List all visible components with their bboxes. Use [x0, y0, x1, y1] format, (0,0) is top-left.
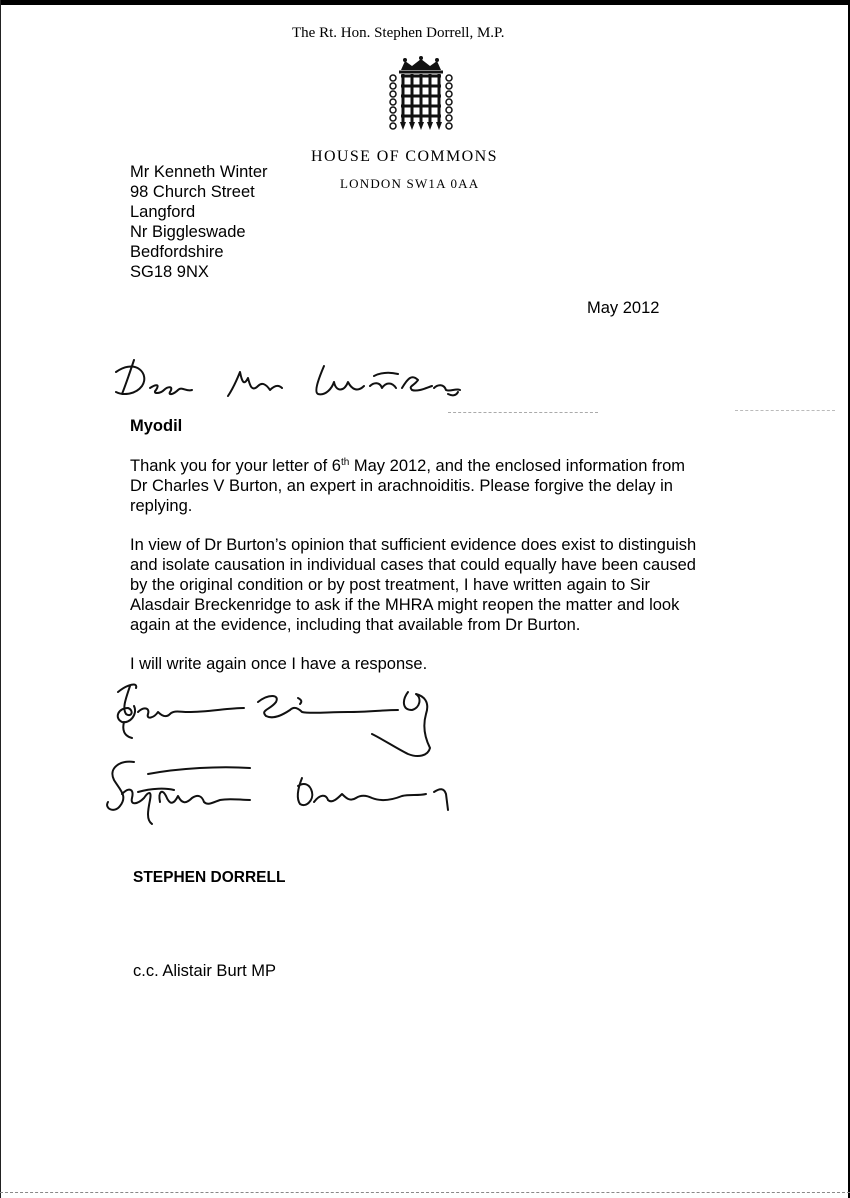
- body-line: and isolate causation in individual cases that could equally have been caused: [130, 556, 696, 574]
- body-line: In view of Dr Burton’s opinion that sufficient evidence does exist to distinguish: [130, 536, 697, 554]
- portcullis-icon: [387, 56, 455, 134]
- subject-line: Myodil: [130, 417, 183, 435]
- handwritten-closing: [108, 678, 448, 770]
- body-line: replying.: [130, 497, 193, 515]
- mp-name: The Rt. Hon. Stephen Dorrell, M.P.: [292, 25, 505, 41]
- handwritten-salutation: [112, 352, 477, 408]
- body-line: by the original condition or by post treatment, I have written again to Sir: [130, 576, 651, 594]
- body-line: again at the evidence, including that available from Dr Burton.: [130, 616, 581, 634]
- body-line: I will write again once I have a response.: [130, 655, 428, 673]
- body-paragraph-2: [130, 535, 750, 635]
- address-line: Langford: [130, 203, 196, 221]
- body-line: Alasdair Breckenridge to ask if the MHRA might reopen the matter and look: [130, 596, 680, 614]
- handwritten-signature: [100, 758, 480, 830]
- letter-date: May 2012: [587, 299, 660, 317]
- recipient-address: [130, 162, 268, 282]
- house-of-commons: HOUSE OF COMMONS: [311, 148, 498, 165]
- address-line: Nr Biggleswade: [130, 223, 246, 241]
- carbon-copy: c.c. Alistair Burt MP: [133, 962, 277, 980]
- body-line: [130, 456, 750, 476]
- address-line: 98 Church Street: [130, 183, 255, 201]
- body-paragraph-3: [130, 654, 750, 674]
- scan-border-bottom: [0, 1192, 850, 1194]
- signer-name: STEPHEN DORRELL: [133, 869, 286, 886]
- scan-border-top: [0, 0, 850, 5]
- scan-border-left: [0, 0, 1, 1198]
- scan-mark: [735, 410, 835, 411]
- address-line: SG18 9NX: [130, 263, 209, 281]
- body-text: Thank you for your letter of 6: [130, 457, 341, 475]
- address-line: Mr Kenneth Winter: [130, 163, 268, 181]
- body-paragraph-1: [130, 456, 750, 516]
- ordinal-suffix: th: [340, 457, 350, 468]
- postal-city: LONDON SW1A 0AA: [340, 176, 480, 191]
- body-line: Dr Charles V Burton, an expert in arachnoiditis. Please forgive the delay in: [130, 477, 673, 495]
- salutation-underline: [448, 412, 598, 413]
- address-line: Bedfordshire: [130, 243, 224, 261]
- body-text: May 2012, and the enclosed information from: [349, 457, 685, 475]
